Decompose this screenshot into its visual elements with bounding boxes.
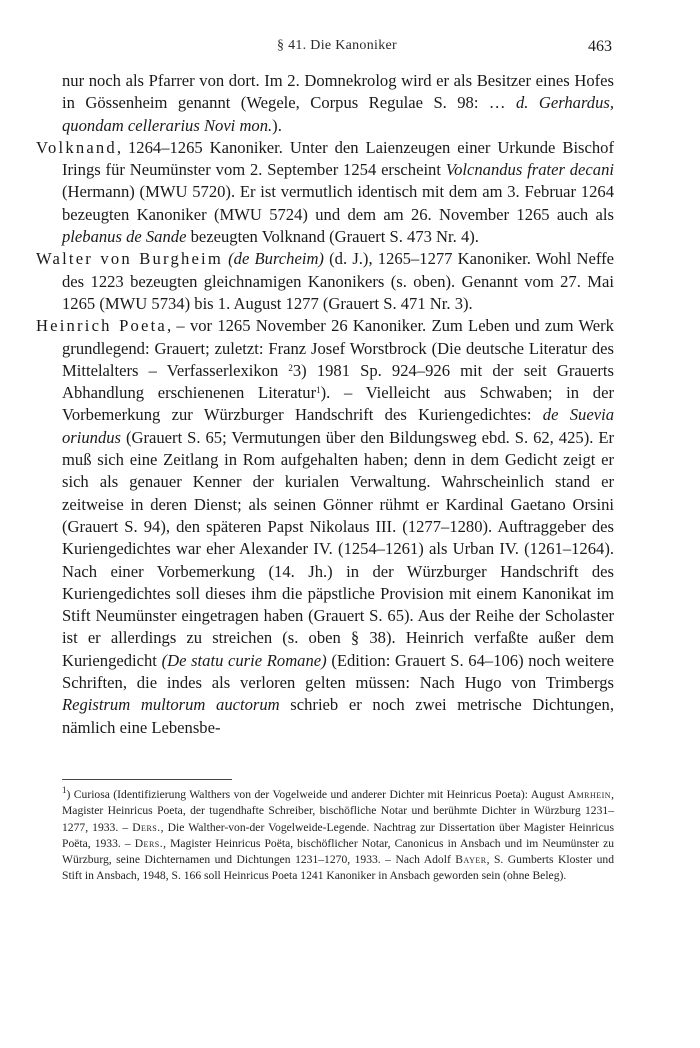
paragraph-continuation xyxy=(36,70,614,137)
text-run: 3) 1981 Sp. 924–926 mit der seit Grauerts Abhandlung erschienenen Literatur xyxy=(62,360,614,403)
entry-walter-von-burgheim xyxy=(36,248,614,315)
footnote-1 xyxy=(62,787,614,885)
text-run: ). xyxy=(272,115,282,135)
text-run: , Die Walther-von-der Vogelweide-Legende. Nachtrag zur Dissertation über Magister Heinricus Poëta, 1933. – xyxy=(62,820,614,850)
running-head: § 41. Die Kanoniker xyxy=(276,38,397,53)
text-run: schrieb er noch zwei metrische Dichtungen, nämlich eine Lebensbe- xyxy=(62,695,614,737)
footnote-marker: 1 xyxy=(62,785,67,795)
text-run: (Edition: Grauert S. 64–106) noch weitere Schriften, die indes als verloren gelten müssen: Nach Hugo von Trimbergs xyxy=(62,650,614,693)
text-run: ). – Vielleicht aus Schwaben; in der Vorbemerkung zur Würzburger Handschrift des Kuriengedichtes: xyxy=(62,383,614,425)
text-run: nur noch als Pfarrer von dort. Im 2. Domnekrolog wird er als Besitzer eines Hofes in Gössenheim genannt (Wegele, Corpus Regulae S. 98: … xyxy=(62,71,614,113)
text-run: , – vor 1265 November 26 Kanoniker. Zum Leben und zum Werk grundlegend: Grauert; zuletzt: Franz Josef Worstbrock (Die deutsche Literatur des Mittelalters – Verfasserlexikon xyxy=(62,316,614,380)
footnote-ref[interactable]: 1 xyxy=(316,385,321,396)
author-name: Ders. xyxy=(132,820,161,834)
italic-quote: (de Burcheim) xyxy=(228,249,324,269)
italic-quote: d. Gerhardus, quondam cellerarius Novi mon. xyxy=(62,93,614,135)
text-run: , S. Gumberts Kloster und Stift in Ansbach, 1948, S. 166 soll Heinricus Poeta 1241 Kanoniker in Ansbach geworden sein (ohne Beleg). xyxy=(62,853,614,883)
page-number: 463 xyxy=(588,38,612,55)
text-run: , Magister Heinricus Poëta, bischöflicher Notar, Canonicus in Ansbach und im Neumünster zu Würzburg, seine Dichternamen und Dichtungen 1231–1270, 1933. – Nach Adolf xyxy=(62,836,615,867)
italic-quote: plebanus de Sande xyxy=(62,227,187,247)
entry-heinrich-poeta xyxy=(36,315,614,739)
entry-name: Volknand xyxy=(36,137,117,157)
italic-quote: Volcnandus frater decani xyxy=(445,160,614,180)
main-text xyxy=(36,70,614,739)
author-name: Ders. xyxy=(134,836,164,850)
italic-quote: Registrum multorum auctorum xyxy=(62,695,280,715)
text-run: (Hermann) (MWU 5720). Er ist vermutlich identisch mit dem am 3. Februar 1264 bezeugten Kanoniker (MWU 5724) und dem am 26. November 1265 auch als xyxy=(62,182,614,224)
footnotes xyxy=(62,787,614,885)
entry-volknand xyxy=(36,137,614,248)
text-run: , Magister Heinricus Poeta, der tugendhafte Schreiber, bischöfliche Notar und berühmte Dichter in Würzburg 1231–1277, 1933. – xyxy=(62,788,614,834)
author-name: Amrhein xyxy=(567,788,612,801)
entry-name: Walter von Burgheim xyxy=(36,249,223,269)
text-run: , 1264–1265 Kanoniker. Unter den Laienzeugen einer Urkunde Bischof Irings für Neumünster vom 2. September 1254 erscheint xyxy=(62,137,614,180)
italic-quote: de Suevia oriundus xyxy=(62,405,614,447)
text-run: (d. J.), 1265–1277 Kanoniker. Wohl Neffe des 1223 bezeugten gleichnamigen Kanonikers (s. oben). Genannt vom 27. Mai 1265 (MWU 5734) bis 1. August 1277 (Grauert S. 471 Nr. 3). xyxy=(62,249,614,313)
author-name: Bayer xyxy=(455,853,487,867)
superscript: 2 xyxy=(288,362,293,373)
italic-quote: (De statu curie Romane) xyxy=(161,650,327,670)
text-run: bezeugten Volknand (Grauert S. 473 Nr. 4). xyxy=(186,227,479,247)
text-run: (Grauert S. 65; Vermutungen über den Bildungsweg ebd. S. 62, 425). Er muß sich eine Zeitlang in Rom aufgehalten haben; denn in dem Gedicht zeigt er sich als genauer Kenner der kurialen Verwaltung. Wahrscheinlich stand er zeitweise in deren Dienst; als seinen Gönner rühmt er Kardinal Gaetano Orsini (Grauert S. 94), den späteren Papst Nikolaus III. (1277–1280). Auftraggeber des Kuriengedichtes war eher Alexander IV. (1254–1261) als Urban IV. (1261–1264). Nach einer Vorbemerkung (14. Jh.) in der Würzburger Handschrift des Kuriengedichtes soll dieses ihm die päpstliche Provision mit einem Kanonikat im Stift Neumünster eingetragen haben (Grauert S. 65). Aus der Reihe der Scholaster ist er allerdings zu streichen (s. oben § 38). Heinrich verfaßte außer dem Kuriengedicht xyxy=(62,427,614,670)
text-run: ) Curiosa (Identifizierung Walthers von der Vogelweide und anderer Dichter mit Heinricus Poeta): August xyxy=(66,788,568,801)
footnote-divider xyxy=(62,779,232,780)
page-header xyxy=(62,38,612,62)
entry-name: Heinrich Poeta xyxy=(36,316,167,336)
